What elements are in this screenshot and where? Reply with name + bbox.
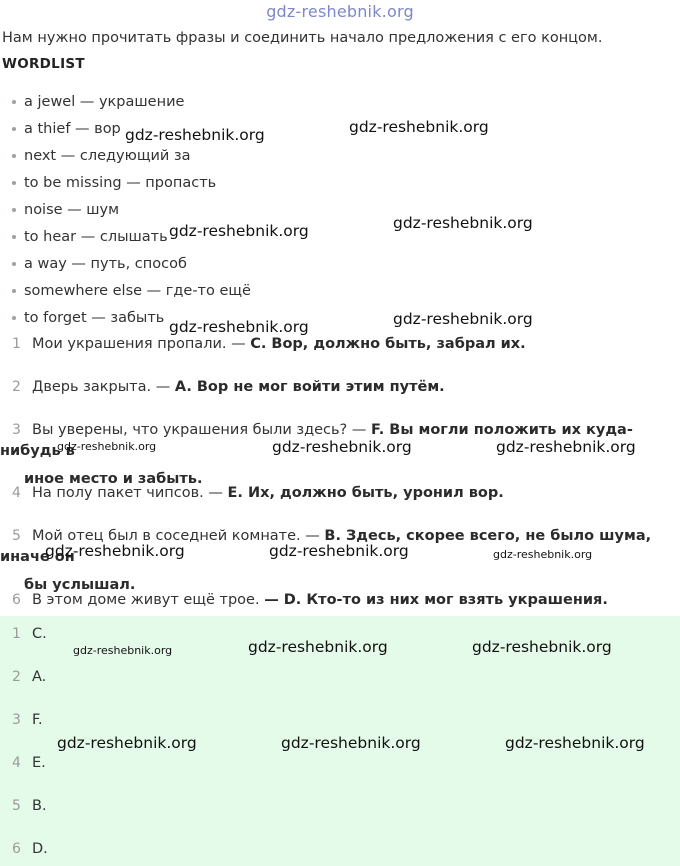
sentence-number: 5 bbox=[12, 528, 21, 544]
sentence-item bbox=[0, 334, 680, 355]
wordlist-item: to be missing — пропасть bbox=[12, 171, 251, 198]
answer-letter: E. bbox=[32, 755, 46, 771]
answer-letter: F. bbox=[32, 712, 43, 728]
sentence-end: — D. Кто-то из них мог взять украшения. bbox=[264, 592, 608, 608]
watermark: gdz-reshebnik.org bbox=[73, 644, 173, 657]
sentence-number: 2 bbox=[12, 379, 21, 395]
watermark: gdz-reshebnik.org bbox=[125, 126, 265, 144]
wordlist-item: somewhere else — где-то ещё bbox=[12, 279, 251, 306]
answer-number: 1 bbox=[12, 626, 21, 642]
sentence-number: 6 bbox=[12, 592, 21, 608]
wordlist-item: to forget — забыть bbox=[12, 306, 251, 333]
watermark: gdz-reshebnik.org bbox=[57, 440, 157, 453]
sentence-continuation: иное место и забыть. bbox=[24, 471, 203, 487]
sentence-start: В этом доме живут ещё трое. bbox=[32, 592, 265, 608]
sentence-end: F. Вы могли положить их куда-нибудь в bbox=[0, 422, 633, 459]
answer-number: 2 bbox=[12, 669, 21, 685]
wordlist-item: noise — шум bbox=[12, 198, 251, 225]
sentence-item bbox=[0, 526, 680, 596]
task-intro: Нам нужно прочитать фразы и соединить начало предложения с его концом. bbox=[2, 30, 603, 46]
watermark: gdz-reshebnik.org bbox=[269, 542, 409, 560]
watermark: gdz-reshebnik.org bbox=[393, 214, 533, 232]
watermark: gdz-reshebnik.org bbox=[496, 438, 636, 456]
wordlist-item: to hear — слышать bbox=[12, 225, 251, 252]
watermark: gdz-reshebnik.org bbox=[493, 548, 593, 561]
wordlist-item: a jewel — украшение bbox=[12, 90, 251, 117]
watermark: gdz-reshebnik.org bbox=[57, 734, 197, 752]
sentence-start: Вы уверены, что украшения были здесь? — bbox=[32, 422, 371, 438]
answer-letter: C. bbox=[32, 626, 47, 642]
sentence-start: На полу пакет чипсов. — bbox=[32, 485, 228, 501]
answer-number: 6 bbox=[12, 841, 21, 857]
wordlist-item: a way — путь, способ bbox=[12, 252, 251, 279]
watermark: gdz-reshebnik.org bbox=[169, 222, 309, 240]
answer-letter: A. bbox=[32, 669, 47, 685]
wordlist-heading: WORDLIST bbox=[2, 56, 85, 72]
watermark: gdz-reshebnik.org bbox=[272, 438, 412, 456]
wordlist-item: next — следующий за bbox=[12, 144, 251, 171]
watermark: gdz-reshebnik.org bbox=[472, 638, 612, 656]
sentence-end: C. Вор, должно быть, забрал их. bbox=[250, 336, 526, 352]
watermark: gdz-reshebnik.org bbox=[505, 734, 645, 752]
sentence-item bbox=[0, 590, 680, 611]
watermark: gdz-reshebnik.org bbox=[281, 734, 421, 752]
watermark: gdz-reshebnik.org bbox=[248, 638, 388, 656]
answer-number: 4 bbox=[12, 755, 21, 771]
sentence-item bbox=[0, 483, 680, 504]
watermark: gdz-reshebnik.org bbox=[393, 310, 533, 328]
answer-letter: B. bbox=[32, 798, 47, 814]
answer-letter: D. bbox=[32, 841, 48, 857]
watermark: gdz-reshebnik.org bbox=[45, 542, 185, 560]
sentence-end: E. Их, должно быть, уронил вор. bbox=[227, 485, 504, 501]
wordlist-item: a thief — вор bbox=[12, 117, 251, 144]
sentence-continuation: бы услышал. bbox=[24, 577, 136, 593]
site-title-watermark: gdz-reshebnik.org bbox=[266, 2, 414, 21]
sentence-end: A. Вор не мог войти этим путём. bbox=[174, 379, 445, 395]
answer-number: 5 bbox=[12, 798, 21, 814]
sentence-item bbox=[0, 377, 680, 398]
sentence-start: Дверь закрыта. — bbox=[32, 379, 175, 395]
sentence-number: 3 bbox=[12, 422, 21, 438]
sentence-number: 4 bbox=[12, 485, 21, 501]
watermark: gdz-reshebnik.org bbox=[349, 118, 489, 136]
sentence-number: 1 bbox=[12, 336, 21, 352]
answer-number: 3 bbox=[12, 712, 21, 728]
watermark: gdz-reshebnik.org bbox=[169, 318, 309, 336]
sentence-start: Мои украшения пропали. — bbox=[32, 336, 251, 352]
sentence-start: Мой отец был в соседней комнате. — bbox=[32, 528, 325, 544]
sentence-end: B. Здесь, скорее всего, не было шума, иначе он bbox=[0, 528, 652, 565]
